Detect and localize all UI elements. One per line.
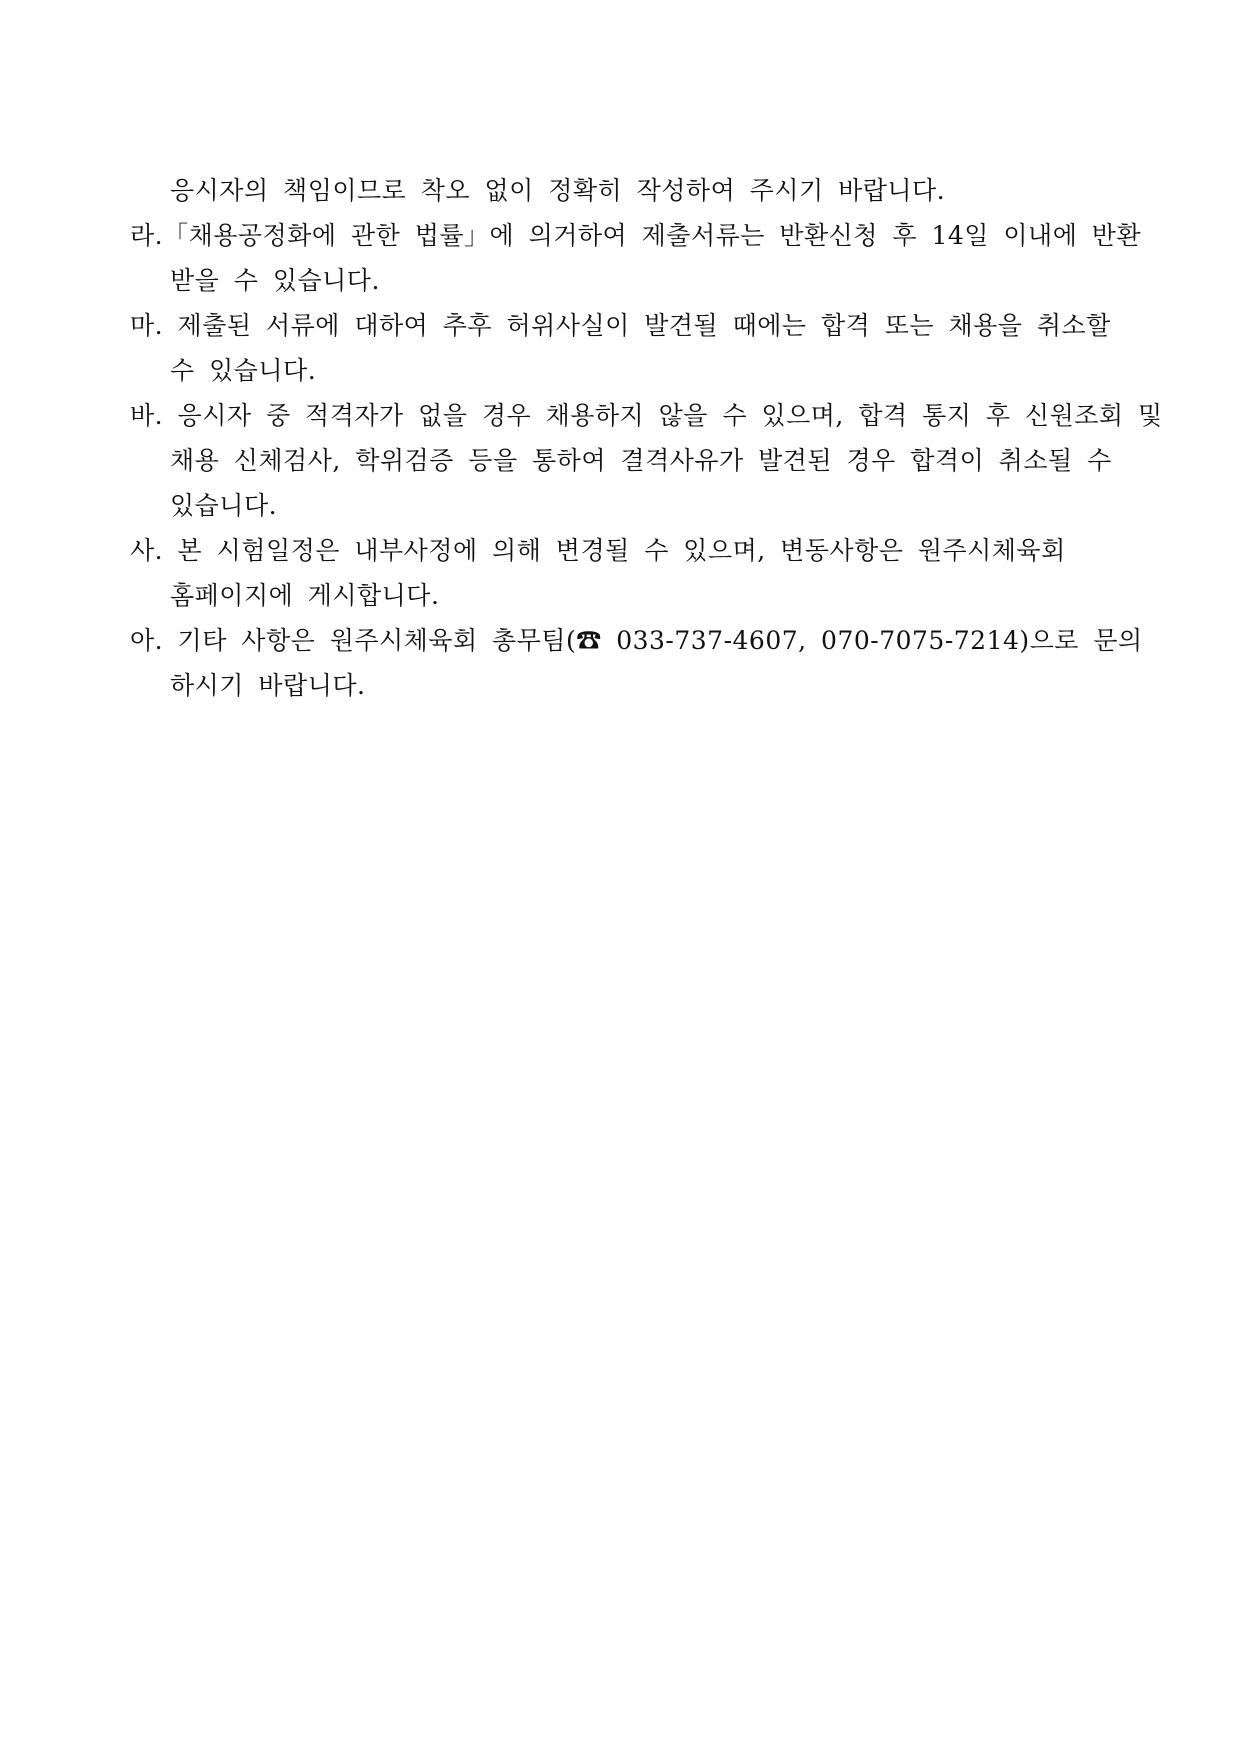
list-item-continuation: 있습니다. [170,491,278,520]
list-item-text: 본 시험일정은 내부사정에 의해 변경될 수 있으며, 변동사항은 원주시체육회 [163,536,1066,565]
list-marker: 사. [130,536,164,565]
continuation-line: 응시자의 책임이므로 착오 없이 정확히 작성하여 주시기 바랍니다. [170,176,946,205]
list-item-text: 응시자 중 적격자가 없을 경우 채용하지 않을 수 있으며, 합격 통지 후 신원조회 및 [163,401,1163,430]
list-item-ba [130,393,1163,438]
list-marker: 바. [130,401,164,430]
list-marker: 라. [130,221,164,250]
list-item-ma [130,303,1130,348]
list-item-text: 제출된 서류에 대하여 추후 허위사실이 발견될 때에는 합격 또는 채용을 취소할 [163,311,1111,340]
list-marker: 아. [130,626,164,655]
list-item-text: 기타 사항은 원주시체육회 총무팀(☎ 033-737-4607, 070-7075-7214)으로 문의 [163,626,1143,655]
list-item-text: 「채용공정화에 관한 법률」에 의거하여 제출서류는 반환신청 후 14일 이내에 반환 [163,221,1142,250]
list-item-continuation: 수 있습니다. [170,356,317,385]
list-marker: 마. [130,311,164,340]
list-item-sa [130,528,1130,573]
list-item-continuation: 채용 신체검사, 학위검증 등을 통하여 결격사유가 발견된 경우 합격이 취소될 수 [170,446,1112,475]
list-item-continuation: 홈페이지에 게시합니다. [170,581,440,610]
list-item-continuation: 하시기 바랍니다. [170,671,366,700]
list-item-ra [130,213,1142,258]
list-item-a [130,618,1143,663]
notice-body [130,168,1163,708]
list-item-continuation: 받을 수 있습니다. [170,266,380,295]
